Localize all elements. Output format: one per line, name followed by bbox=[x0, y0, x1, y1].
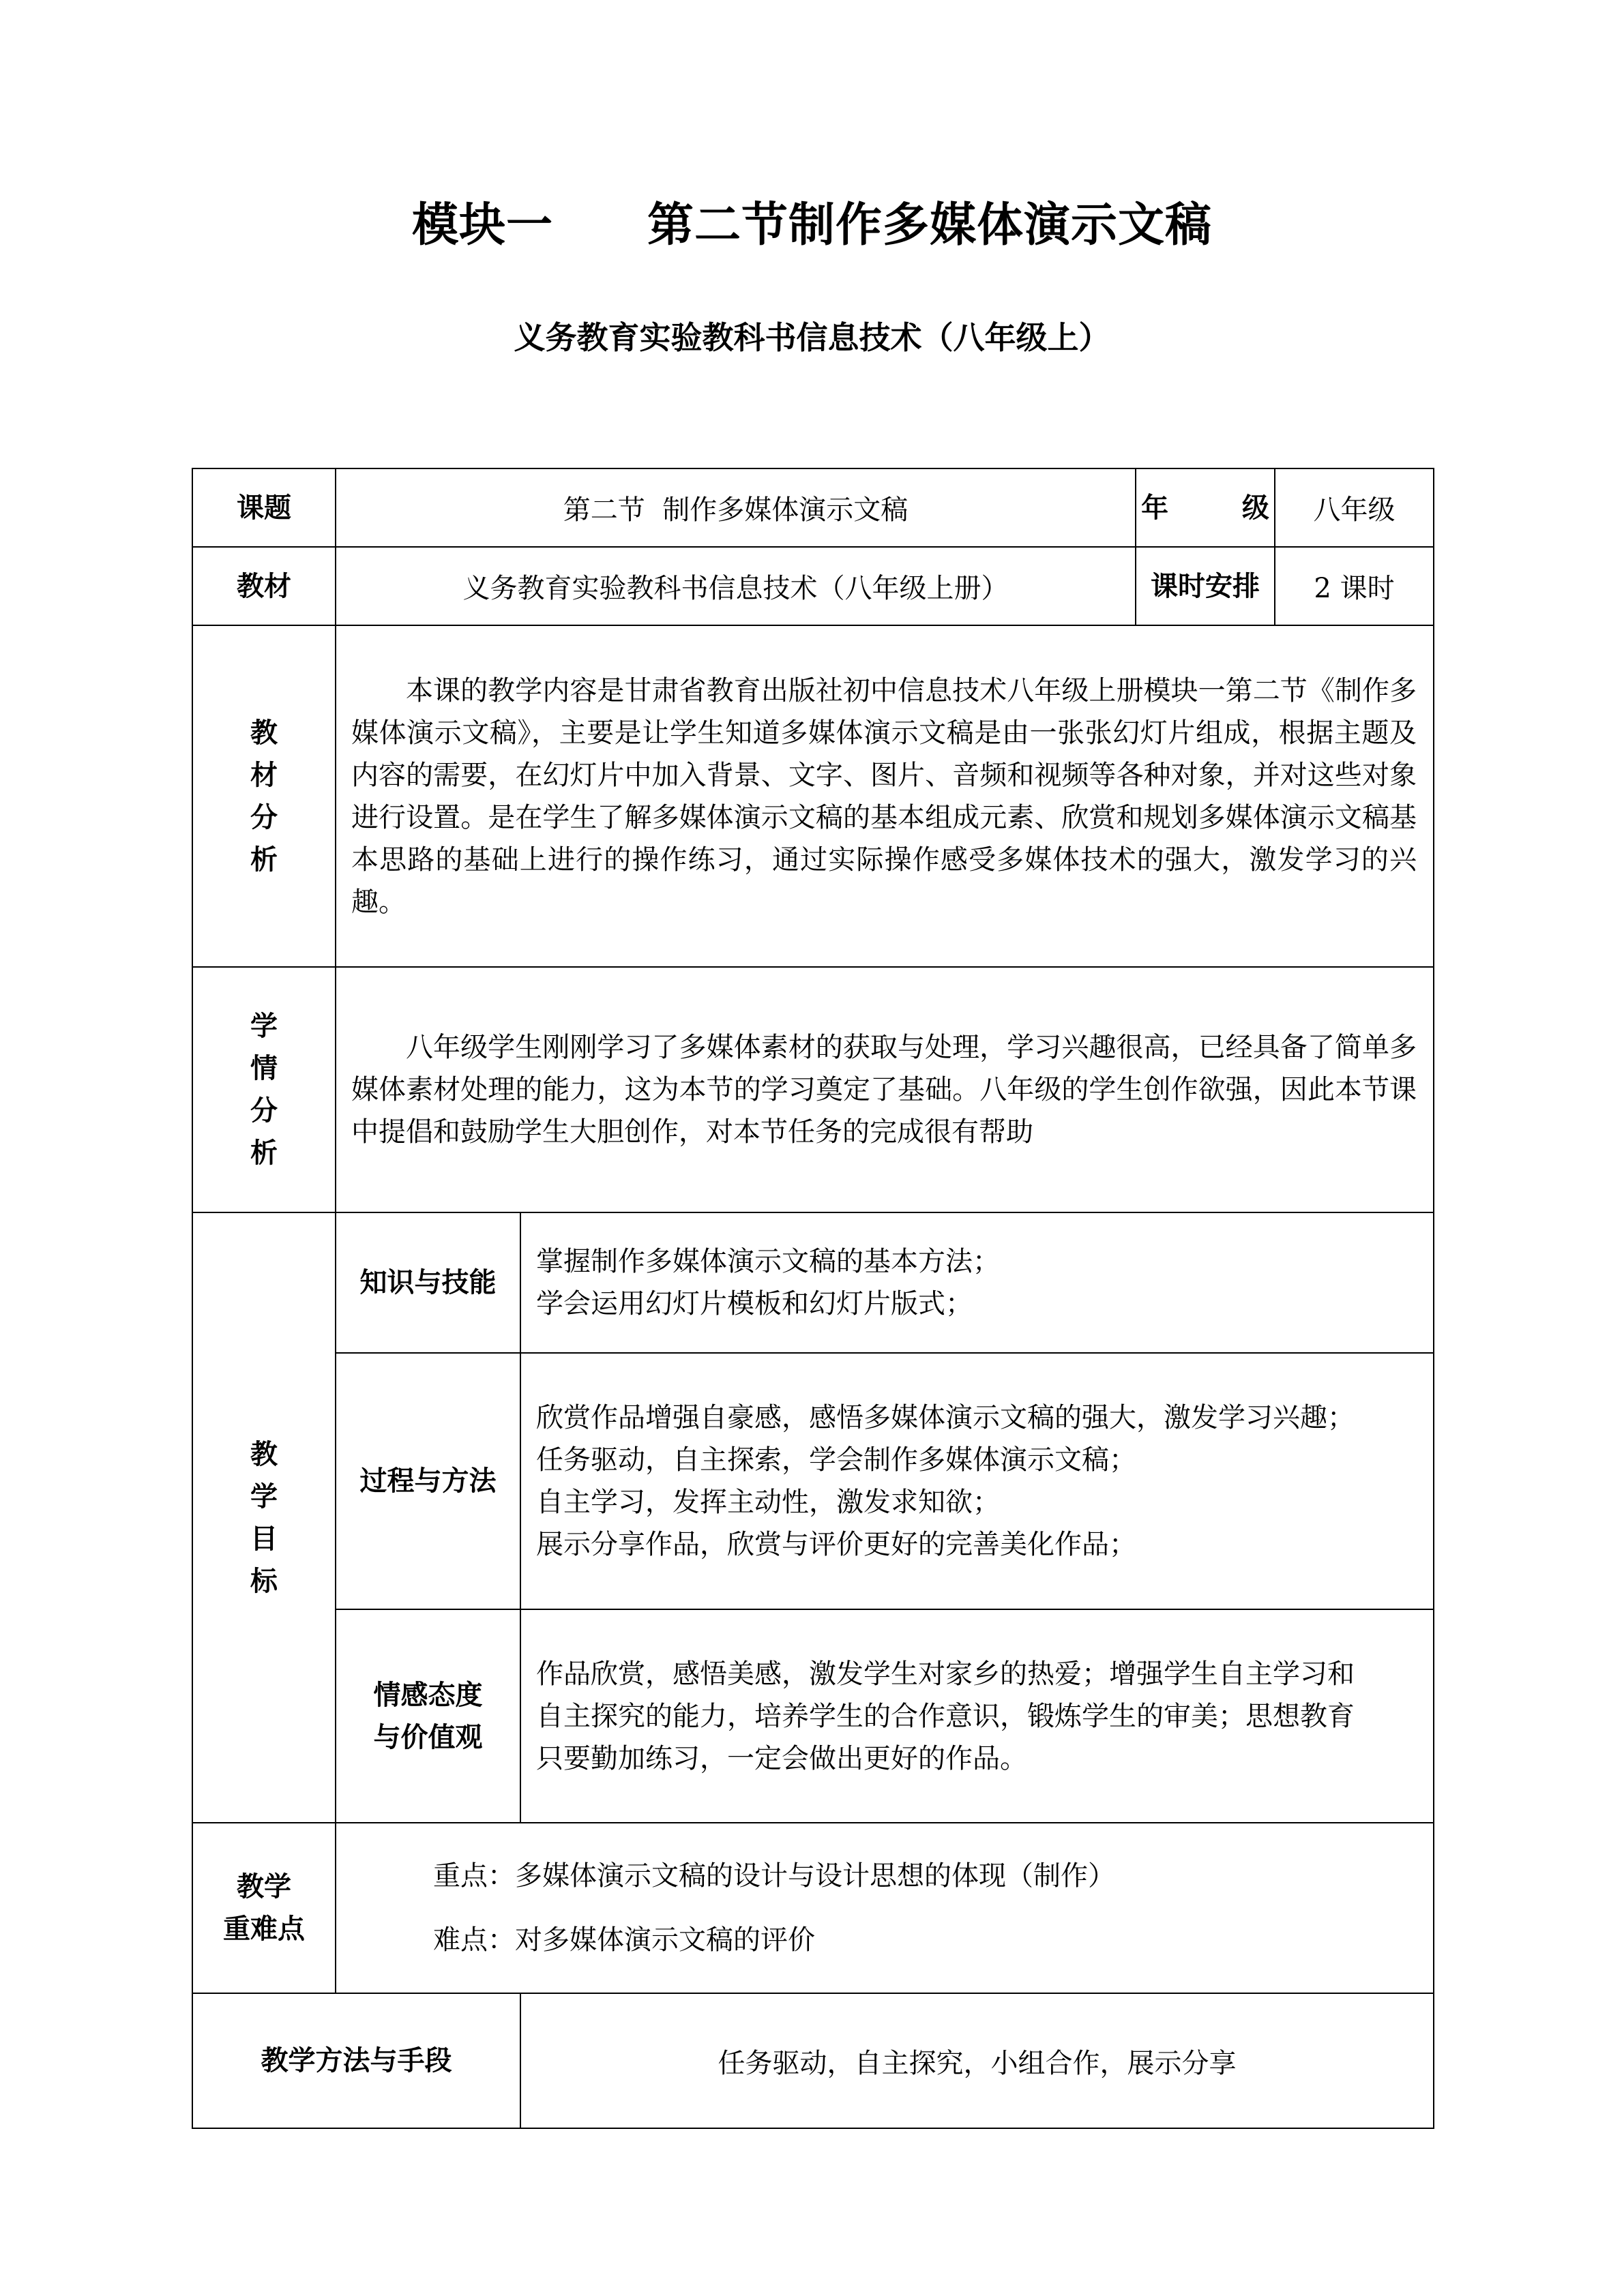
hours-value: 2 课时 bbox=[1275, 547, 1434, 625]
label-char: 情 bbox=[250, 1053, 278, 1084]
label-char: 目 bbox=[250, 1523, 278, 1555]
label-char: 析 bbox=[250, 1137, 278, 1169]
key-points-lines bbox=[336, 1844, 1433, 1972]
key-points-label bbox=[192, 1823, 336, 1993]
methods-row bbox=[192, 1993, 1434, 2128]
key-points-cell bbox=[336, 1823, 1434, 1993]
label-char: 分 bbox=[250, 801, 278, 833]
label-char: 教 bbox=[250, 1438, 278, 1470]
process-line: 任务驱动，自主探索，学会制作多媒体演示文稿； bbox=[536, 1444, 1136, 1476]
objective-knowledge-row bbox=[192, 1212, 1434, 1353]
material-analysis-text: 本课的教学内容是甘肃省教育出版社初中信息技术八年级上册模块一第二节《制作多媒体演示文稿》，主要是让学生知道多媒体演示文稿是由一张张幻灯片组成，根据主题及内容的需要，在幻灯片中加入背景、文字、图片、音频和视频等各种对象，并对这些对象进行设置。是在学生了解多媒体演示文稿的基本组成元素、欣赏和规划多媒体演示文稿基本思路的基础上进行的操作练习，通过实际操作感受多媒体技术的强大，激发学习的兴趣。 bbox=[351, 674, 1417, 918]
hours-label: 课时安排 bbox=[1136, 547, 1275, 625]
process-line: 欣赏作品增强自豪感，感悟多媒体演示文稿的强大，激发学习兴趣； bbox=[536, 1402, 1355, 1433]
objectives-label bbox=[192, 1212, 336, 1823]
topic-label: 课题 bbox=[192, 468, 336, 547]
knowledge-cell bbox=[520, 1212, 1434, 1353]
label-char: 标 bbox=[250, 1565, 278, 1597]
textbook-value: 义务教育实验教科书信息技术（八年级上册） bbox=[336, 547, 1136, 625]
grade-label bbox=[1136, 468, 1275, 547]
focus-point: 重点：多媒体演示文稿的设计与设计思想的体现（制作） bbox=[433, 1860, 1115, 1892]
label-char: 学 bbox=[250, 1011, 278, 1042]
emotion-cell bbox=[520, 1609, 1434, 1823]
process-line: 自主学习，发挥主动性，激发求知欲； bbox=[536, 1487, 1000, 1518]
document-title: 模块一 第二节制作多媒体演示文稿 bbox=[411, 198, 1212, 252]
emotion-label-line: 与价值观 bbox=[373, 1721, 483, 1753]
label-char: 析 bbox=[250, 844, 278, 876]
process-label: 过程与方法 bbox=[336, 1353, 520, 1609]
emotion-label bbox=[336, 1609, 520, 1823]
student-analysis-text: 八年级学生刚刚学习了多媒体素材的获取与处理，学习兴趣很高，已经具备了简单多媒体素材处理的能力，这为本节的学习奠定了基础。八年级的学生创作欲强，因此本节课中提倡和鼓励学生大胆创作，对本节任务的完成很有帮助 bbox=[351, 1032, 1417, 1148]
knowledge-line: 学会运用幻灯片模板和幻灯片版式； bbox=[536, 1288, 973, 1320]
key-points-label-line: 教学 bbox=[237, 1871, 291, 1903]
objective-process-row bbox=[192, 1353, 1434, 1609]
process-line: 展示分享作品，欣赏与评价更好的完善美化作品； bbox=[536, 1529, 1136, 1560]
topic-value: 第二节 制作多媒体演示文稿 bbox=[336, 468, 1136, 547]
textbook-row bbox=[192, 547, 1434, 625]
key-points-label-line: 重难点 bbox=[223, 1913, 305, 1945]
process-cell bbox=[520, 1353, 1434, 1609]
document-subtitle: 义务教育实验教科书信息技术（八年级上） bbox=[514, 319, 1110, 356]
emotion-line: 自主探究的能力，培养学生的合作意识，锻炼学生的审美；思想教育 bbox=[536, 1700, 1355, 1732]
methods-label: 教学方法与手段 bbox=[192, 1993, 520, 2128]
student-analysis-row bbox=[192, 967, 1434, 1212]
emotion-line: 作品欣赏，感悟美感，激发学生对家乡的热爱；增强学生自主学习和 bbox=[536, 1658, 1355, 1690]
emotion-lines bbox=[521, 1653, 1433, 1780]
label-char: 材 bbox=[250, 759, 278, 791]
student-analysis-label bbox=[192, 967, 336, 1212]
key-points-row bbox=[192, 1823, 1434, 1993]
label-char: 学 bbox=[250, 1480, 278, 1512]
process-lines bbox=[521, 1397, 1433, 1566]
objective-emotion-row bbox=[192, 1609, 1434, 1823]
lesson-plan-table bbox=[192, 468, 1434, 2129]
material-analysis-row bbox=[192, 625, 1434, 967]
grade-label-text: 年 级 bbox=[1141, 492, 1269, 524]
material-analysis-label bbox=[192, 625, 336, 967]
methods-value: 任务驱动，自主探究，小组合作，展示分享 bbox=[520, 1993, 1434, 2128]
label-char: 教 bbox=[250, 717, 278, 749]
grade-value: 八年级 bbox=[1275, 468, 1434, 547]
label-char: 分 bbox=[250, 1095, 278, 1127]
emotion-label-line: 情感态度 bbox=[373, 1679, 483, 1711]
student-analysis-cell bbox=[336, 967, 1434, 1212]
knowledge-line: 掌握制作多媒体演示文稿的基本方法； bbox=[536, 1246, 1000, 1277]
textbook-label: 教材 bbox=[192, 547, 336, 625]
knowledge-label: 知识与技能 bbox=[336, 1212, 520, 1353]
knowledge-lines bbox=[521, 1240, 1433, 1325]
topic-row bbox=[192, 468, 1434, 547]
emotion-line: 只要勤加练习，一定会做出更好的作品。 bbox=[536, 1742, 1027, 1774]
difficulty-point: 难点：对多媒体演示文稿的评价 bbox=[433, 1924, 815, 1956]
material-analysis-cell bbox=[336, 625, 1434, 967]
